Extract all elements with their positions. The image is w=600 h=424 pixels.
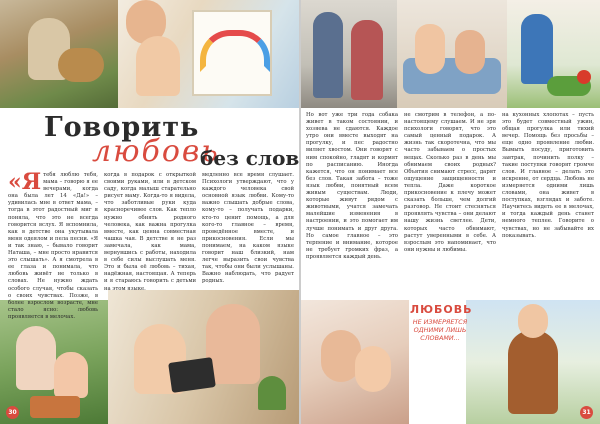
photo-family-standing bbox=[301, 0, 397, 108]
photo-father-child-piggyback bbox=[466, 300, 600, 424]
column-text: на кухонных хлопотах – пусть это будет совместный ужин, общая прогулка или тихий вечер. Помощь без просьбы – еще одно проявление любви. Вымыть посуду, приготовить завтрак, починить полку – такие поступки говорят громче слов. И главное – делать это искренне, от сердца. Любовь не измеряется одними лишь словами, она живет в поступках, взглядах и заботе. Научитесь видеть ее в мелочах, и тогда каждый день станет немного теплее. Говорите о чувствах, но не забывайте их показывать. bbox=[502, 112, 594, 239]
column-text: Но вот уже три года собака живет в таком состоянии, и хозяева не сдаются. Каждое утро они вместе выходят на прогулку, и пес радостно виляет хвостом. Они говорят с ним спокойно, гладят и кормят по расписанию. Иногда кажется, что он понимает все без слов. Такая забота – тоже язык любви, понятный всем живым существам. Люди, которые живут рядом с животными, учатся замечать малейшие изменения в настроении, и это помогает им лучше понимать и друг друга. Но самое главное – это терпение и внимание, которое не требует громких фраз, а проявляется каждый день. bbox=[306, 112, 398, 260]
article-title: Говорить bbox=[44, 112, 200, 143]
text-column-2 bbox=[104, 172, 196, 292]
text-column-4 bbox=[306, 112, 398, 298]
column-text: не смотрим в телефон, а по-настоящему слушаем. И не зря психологи говорят, что это самый ценный подарок. А жизнь так скоротечна, что мы часто забываем о простых вещах. Сколько раз в день мы обнимаем своих родных? Объятия снимают стресс, дарят ощущение защищенности и тепла. Даже короткое прикосновение к плечу может сказать больше, чем долгий разговор. Не стоит стесняться проявлять чувства – они делают нашу жизнь светлее. Дети, которых часто обнимают, растут уверенными в себе. А взрослым это напоминает, что они нужны и любимы. bbox=[404, 112, 496, 253]
text-column-6 bbox=[502, 112, 594, 298]
column-text: медленно все время слушает. Психологи утверждают, что у каждого человека свой основной язык любви. Кому-то важно слышать добрые слова, кому-то – получать подарки, кто-то ценит помощь, а для кого-то главное – время, проведённое вместе, и прикосновения. Если мы понимаем, на каком языке говорит наш близкий, нам легче выразить свои чувства так, чтобы они были услышаны. Важно наблюдать, что радует родных. bbox=[202, 172, 294, 285]
photo-mother-son-tablet bbox=[108, 290, 300, 424]
photo-child-painting-rainbow bbox=[118, 0, 300, 108]
page-number-right: 31 bbox=[580, 406, 593, 419]
spine-gutter bbox=[299, 0, 301, 424]
photo-man-cooking bbox=[507, 0, 600, 108]
pull-quote-heading: ЛЮБОВЬ bbox=[410, 303, 473, 316]
pull-quote bbox=[410, 303, 473, 342]
pull-quote-text: НЕ ИЗМЕРЯЕТСЯ ОДНИМИ ЛИШЬ СЛОВАМИ... bbox=[412, 318, 468, 342]
drop-cap: «Я bbox=[8, 169, 42, 195]
text-column-3 bbox=[202, 172, 294, 288]
article-title-script: любовь bbox=[92, 134, 220, 169]
text-column-1 bbox=[8, 169, 98, 320]
column-text: тебя люблю тебя, мама – говорю я ее вечерами, когда она была лет 14 «Да!» – удивилась мне в ответ мама, – тогда в этот радостный миг я поняла, что это не всегда говорится вслух. Я вспомнила, как в детстве она укутывала меня одеялом и пела песни. «Я и так знаю, – бывало говорит Наташа, – мне просто нравится это слышать». А я смотрела в ее глаза и понимала, что любовь живёт не только в словах. Не нужно ждать особого случая, чтобы сказать о своих чувствах. Позже, в более взрослом возрасте, мне стало ясно: любовь проявляется в мелочах. bbox=[8, 172, 98, 320]
column-text: когда в подарок с открыткой своими руками, или в детском саду, когда малыш старательно рисует маму. Когда-то я видела, что заботливые руки куда красноречивее слов. Как тепло нужно обнять родного человека, как важна прогулка вместе, как ценна совместная чашка чая. В детстве я не раз замечала, как мама, вернувшись с работы, находила в себе силы выслушать меня. Это и была её любовь – тихая, надёжная, настоящая. А теперь и я стараюсь говорить с детьми на этом языке. bbox=[104, 172, 196, 292]
text-column-5 bbox=[404, 112, 496, 298]
page-number-left: 30 bbox=[6, 406, 19, 419]
photo-couple-hugging bbox=[301, 300, 409, 424]
photo-woman-with-dog bbox=[0, 0, 118, 108]
article-title-end: без слов bbox=[200, 146, 300, 170]
photo-family-on-sofa bbox=[397, 0, 507, 108]
